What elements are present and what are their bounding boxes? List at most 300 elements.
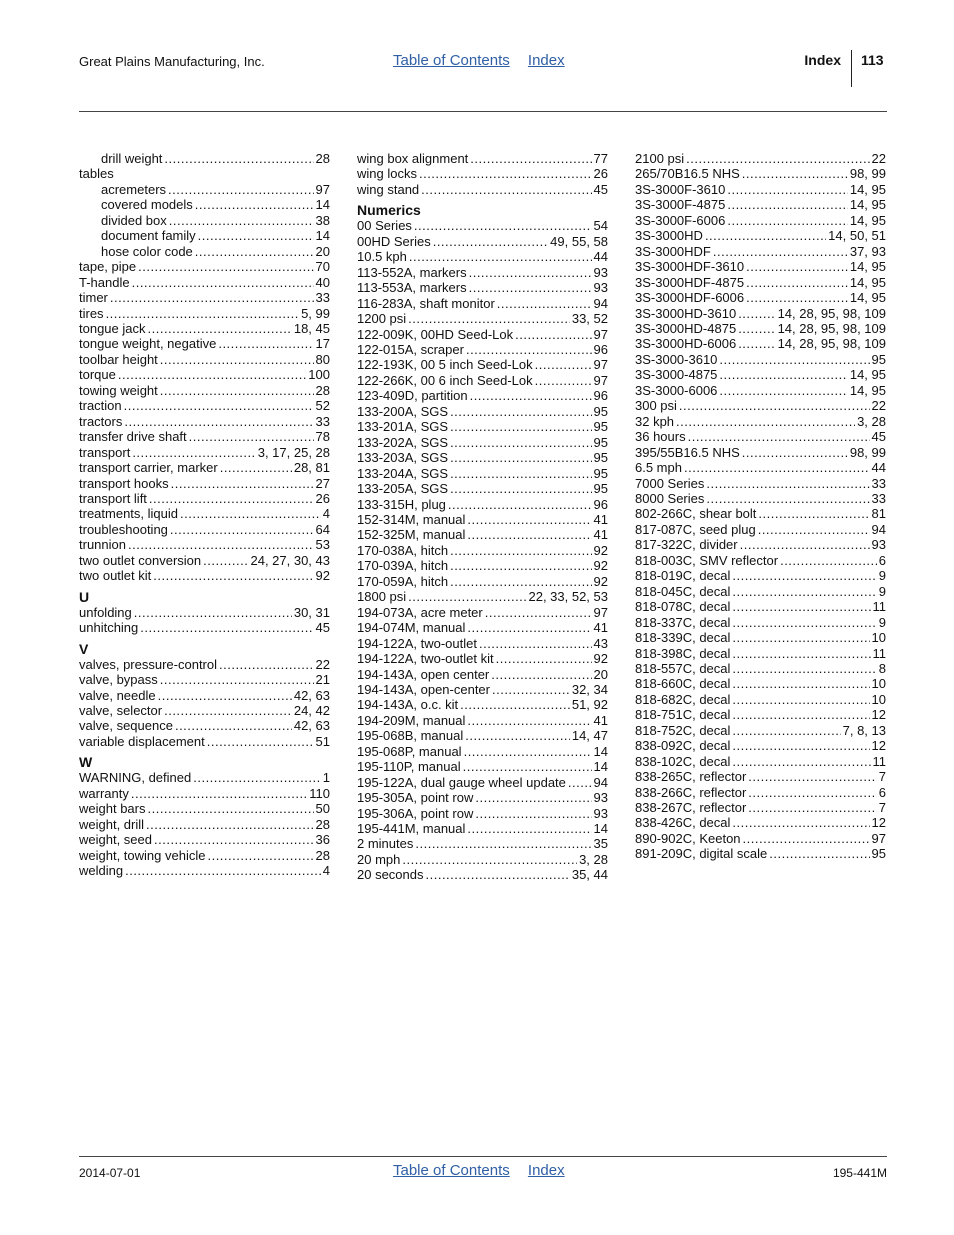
dot-leader [469, 280, 592, 295]
index-term: 838-426C, decal [635, 815, 731, 831]
index-term: tables [79, 166, 114, 182]
page-refs[interactable]: 42, 63 [293, 718, 330, 734]
index-entry [357, 512, 608, 527]
index-term: 00 Series [357, 218, 412, 234]
index-entry [357, 373, 608, 388]
index-entry [79, 688, 330, 703]
index-term: toolbar height [79, 351, 158, 367]
index-term: 00HD Series [357, 233, 431, 249]
page-refs[interactable]: 14 [593, 759, 608, 775]
page-refs[interactable]: 52 [315, 398, 330, 414]
dot-leader [732, 599, 870, 614]
dot-leader [153, 568, 313, 583]
dot-leader [727, 213, 848, 228]
page-refs[interactable]: 6 [878, 552, 886, 568]
page-refs[interactable]: 32, 34 [571, 681, 608, 697]
page-refs[interactable]: 33 [315, 413, 330, 429]
dot-leader [746, 259, 848, 274]
index-term: 3S-3000F-3610 [635, 181, 726, 197]
dot-leader [195, 197, 314, 212]
page-refs[interactable]: 3, 28 [579, 851, 608, 867]
page-refs[interactable]: 28 [315, 847, 330, 863]
dot-leader [719, 367, 847, 382]
index-term: 195-110P, manual [357, 759, 461, 775]
page-refs[interactable]: 21 [315, 672, 330, 688]
index-term: 133-203A, SGS [357, 450, 449, 466]
index-entry [357, 327, 608, 342]
page-refs[interactable]: 14, 95 [849, 212, 886, 228]
index-entry [79, 817, 330, 832]
index-entry [79, 275, 330, 290]
page-refs[interactable]: 9 [878, 583, 886, 599]
dot-leader [535, 373, 592, 388]
page-refs[interactable]: 44 [871, 460, 886, 476]
dot-leader [463, 759, 592, 774]
index-term: 194-143A, open center [357, 666, 490, 682]
index-term: tractors [79, 413, 123, 429]
page-refs[interactable]: 41 [593, 511, 608, 527]
page-refs[interactable]: 95 [593, 419, 608, 435]
page-refs[interactable]: 8 [878, 660, 886, 676]
page-refs[interactable]: 6 [878, 784, 886, 800]
index-term: 838-102C, decal [635, 753, 731, 769]
dot-leader [118, 367, 306, 382]
index-entry [635, 831, 886, 846]
page-refs[interactable]: 92 [593, 651, 608, 667]
dot-leader [433, 234, 548, 249]
index-entry [79, 290, 330, 305]
page-refs[interactable]: 96 [593, 388, 608, 404]
index-term: 123-409D, partition [357, 388, 468, 404]
page-refs[interactable]: 38 [315, 212, 330, 228]
index-entry [357, 558, 608, 573]
dot-leader [198, 228, 314, 243]
table-of-contents-link[interactable]: Table of Contents [393, 52, 510, 69]
index-entry [79, 429, 330, 444]
page-refs[interactable]: 36 [315, 832, 330, 848]
page-refs[interactable]: 26 [315, 490, 330, 506]
page-refs[interactable]: 24, 27, 30, 43 [250, 552, 330, 568]
page-refs[interactable]: 33 [315, 290, 330, 306]
page-refs[interactable]: 28 [315, 816, 330, 832]
index-entry [357, 249, 608, 264]
index-entry [635, 615, 886, 630]
index-column-2 [357, 151, 608, 883]
page-refs[interactable]: 30, 31 [293, 604, 330, 620]
index-term: 122-015A, scraper [357, 341, 464, 357]
index-term: 194-122A, two-outlet [357, 635, 477, 651]
index-entry [357, 682, 608, 697]
dot-leader [467, 821, 591, 836]
index-entry [357, 481, 608, 496]
dot-leader [679, 398, 870, 413]
page-refs[interactable]: 5, 99 [301, 305, 330, 321]
page-refs[interactable]: 12 [871, 707, 886, 723]
page-refs[interactable]: 28, 81 [293, 460, 330, 476]
page-refs[interactable]: 14 [593, 743, 608, 759]
index-entry [79, 786, 330, 801]
index-term: 7000 Series [635, 475, 705, 491]
index-entry [357, 280, 608, 295]
page-refs[interactable]: 42, 63 [293, 687, 330, 703]
index-entry [357, 527, 608, 542]
index-entry [79, 620, 330, 635]
index-term: 195-441M, manual [357, 821, 466, 837]
dot-leader [189, 429, 314, 444]
index-link[interactable]: Index [527, 52, 565, 69]
index-entry [79, 259, 330, 274]
index-entry [635, 846, 886, 861]
index-term: 300 psi [635, 398, 677, 414]
page-refs[interactable]: 3, 17, 25, 28 [257, 444, 330, 460]
dot-leader [732, 615, 876, 630]
page-refs[interactable]: 7, 8, 13 [842, 722, 886, 738]
dot-leader [158, 688, 292, 703]
dot-leader [219, 657, 314, 672]
dot-leader [758, 522, 870, 537]
index-term: 1800 psi [357, 589, 407, 605]
index-entry [635, 800, 886, 815]
page-refs[interactable]: 14, 47 [571, 728, 608, 744]
page-refs[interactable]: 110 [309, 785, 330, 801]
page-refs[interactable]: 97 [593, 604, 608, 620]
index-entry [79, 703, 330, 718]
index-term: 395/55B16.5 NHS [635, 444, 740, 460]
page-refs[interactable]: 77 [593, 151, 608, 166]
dot-leader [740, 537, 870, 552]
page-refs[interactable]: 54 [593, 218, 608, 234]
index-term: 2 minutes [357, 836, 414, 852]
index-entry [635, 537, 886, 552]
page-refs[interactable]: 20 [315, 243, 330, 259]
index-term: 838-266C, reflector [635, 784, 747, 800]
index-entry [79, 336, 330, 351]
dot-leader [450, 450, 591, 465]
dot-leader [732, 584, 876, 599]
page-refs[interactable]: 14, 95 [849, 259, 886, 275]
dot-leader [467, 620, 591, 635]
index-entry [79, 863, 330, 878]
dot-leader [732, 646, 870, 661]
dot-leader [450, 419, 591, 434]
index-entry [357, 728, 608, 743]
page-refs[interactable]: 4 [322, 506, 330, 522]
dot-leader [470, 388, 592, 403]
page-refs[interactable]: 27 [315, 475, 330, 491]
page-refs[interactable]: 95 [871, 846, 886, 862]
page-refs[interactable]: 92 [593, 573, 608, 589]
page-refs[interactable]: 14, 95 [849, 382, 886, 398]
index-term: 818-660C, decal [635, 676, 731, 692]
index-term: 194-074M, manual [357, 620, 466, 636]
page-refs[interactable]: 33, 52 [571, 311, 608, 327]
dot-leader [160, 352, 314, 367]
page-refs[interactable]: 14, 95 [849, 197, 886, 213]
dot-leader [170, 522, 314, 537]
page-refs[interactable]: 33 [871, 475, 886, 491]
page-refs[interactable]: 22 [871, 398, 886, 414]
page-refs[interactable]: 41 [593, 527, 608, 543]
dot-leader [732, 568, 876, 583]
header-divider [851, 50, 852, 87]
dot-leader [195, 244, 314, 259]
page-refs[interactable]: 33 [871, 490, 886, 506]
page-refs[interactable]: 12 [871, 815, 886, 831]
page-refs[interactable]: 22 [315, 656, 330, 672]
page-refs[interactable]: 49, 55, 58 [550, 233, 608, 249]
page-refs[interactable]: 7 [878, 800, 886, 816]
page-refs[interactable]: 45 [593, 181, 608, 197]
index-entry [357, 218, 608, 233]
page-refs[interactable]: 50 [315, 801, 330, 817]
index-entry [635, 275, 886, 290]
page-refs[interactable]: 98, 99 [849, 166, 886, 182]
index-entry [357, 836, 608, 851]
index-term: trunnion [79, 537, 126, 553]
index-entry [635, 259, 886, 274]
index-term: valve, needle [79, 687, 156, 703]
index-entry [635, 445, 886, 460]
index-entry [357, 166, 608, 181]
index-entry [357, 775, 608, 790]
page-refs[interactable]: 14, 95 [849, 367, 886, 383]
page-refs[interactable]: 43 [593, 635, 608, 651]
page-refs[interactable]: 94 [593, 774, 608, 790]
dot-leader [146, 817, 314, 832]
page-refs[interactable]: 28 [315, 382, 330, 398]
index-term: 2100 psi [635, 151, 685, 166]
index-entry [79, 506, 330, 521]
footer-nav [393, 1162, 579, 1179]
dot-leader [110, 290, 314, 305]
page-refs[interactable]: 95 [593, 465, 608, 481]
index-term: 818-339C, decal [635, 630, 731, 646]
page-refs[interactable]: 97 [593, 326, 608, 342]
company-name: Great Plains Manufacturing, Inc. [79, 54, 265, 69]
index-term: 818-398C, decal [635, 645, 731, 661]
page-refs[interactable]: 97 [315, 181, 330, 197]
dot-leader [469, 265, 592, 280]
page-refs[interactable]: 17 [315, 336, 330, 352]
page-refs[interactable]: 14 [593, 821, 608, 837]
page-refs[interactable]: 93 [593, 805, 608, 821]
index-term: 818-682C, decal [635, 691, 731, 707]
page-refs[interactable]: 96 [593, 496, 608, 512]
index-subentry [79, 213, 330, 228]
page-refs[interactable]: 4 [322, 863, 330, 879]
page-refs[interactable]: 14, 50, 51 [828, 228, 886, 244]
page-refs[interactable]: 94 [593, 295, 608, 311]
page-refs[interactable]: 93 [593, 280, 608, 296]
page-refs[interactable]: 81 [871, 506, 886, 522]
page-header [0, 52, 954, 92]
page-refs[interactable]: 78 [315, 429, 330, 445]
page-refs[interactable]: 35 [593, 836, 608, 852]
page-refs[interactable]: 92 [315, 568, 330, 584]
index-term: 170-038A, hitch [357, 542, 449, 558]
page-refs[interactable]: 10 [871, 630, 886, 646]
page-refs[interactable]: 9 [878, 568, 886, 584]
page-refs[interactable]: 51 [315, 733, 330, 749]
page-refs[interactable]: 93 [593, 790, 608, 806]
dot-leader [450, 574, 591, 589]
index-term: 818-337C, decal [635, 614, 731, 630]
page-refs[interactable]: 94 [871, 521, 886, 537]
page-refs[interactable]: 45 [871, 429, 886, 445]
index-term: 818-752C, decal [635, 722, 731, 738]
dot-leader [713, 244, 848, 259]
index-entry [635, 785, 886, 800]
index-entry [357, 466, 608, 481]
index-entry [635, 306, 886, 321]
page-refs[interactable]: 93 [871, 537, 886, 553]
dot-leader [475, 790, 591, 805]
page-refs[interactable]: 51, 92 [571, 697, 608, 713]
page-refs[interactable]: 14, 28, 95, 98, 109 [777, 305, 886, 321]
dot-leader [147, 801, 313, 816]
index-term: 194-122A, two-outlet kit [357, 651, 494, 667]
page-refs[interactable]: 9 [878, 614, 886, 630]
index-entry [79, 832, 330, 847]
page-refs[interactable]: 53 [315, 537, 330, 553]
page-refs[interactable]: 14, 28, 95, 98, 109 [777, 320, 886, 336]
dot-leader [169, 213, 314, 228]
index-term: transport [79, 444, 131, 460]
page-refs[interactable]: 14, 95 [849, 274, 886, 290]
index-entry [357, 574, 608, 589]
page-refs[interactable]: 3, 28 [857, 413, 886, 429]
page-refs[interactable]: 14 [315, 228, 330, 244]
index-term: 8000 Series [635, 490, 705, 506]
index-term: 817-087C, seed plug [635, 521, 756, 537]
page-refs[interactable]: 10 [871, 676, 886, 692]
page-refs[interactable]: 22, 33, 52, 53 [528, 589, 608, 605]
page-refs[interactable]: 41 [593, 620, 608, 636]
index-column-1 [79, 151, 330, 878]
index-entry [79, 445, 330, 460]
index-entry [635, 707, 886, 722]
index-entry [357, 713, 608, 728]
page-refs[interactable]: 14, 28, 95, 98, 109 [777, 336, 886, 352]
page-refs[interactable]: 44 [593, 249, 608, 265]
page-refs[interactable]: 97 [871, 830, 886, 846]
page-refs[interactable]: 37, 93 [849, 243, 886, 259]
page-refs[interactable]: 93 [593, 264, 608, 280]
index-term: 802-266C, shear bolt [635, 506, 757, 522]
page-refs[interactable]: 64 [315, 521, 330, 537]
page-refs[interactable]: 95 [593, 450, 608, 466]
page-refs[interactable]: 28 [315, 151, 330, 166]
page-refs[interactable]: 97 [593, 372, 608, 388]
page-refs[interactable]: 97 [593, 357, 608, 373]
dot-leader [138, 259, 313, 274]
index-term: 265/70B16.5 NHS [635, 166, 740, 182]
page-refs[interactable]: 41 [593, 712, 608, 728]
index-term: 818-751C, decal [635, 707, 731, 723]
page-refs[interactable]: 45 [315, 620, 330, 636]
index-term: 3S-3000-3610 [635, 351, 718, 367]
index-term: transport lift [79, 490, 147, 506]
index-subentry [79, 228, 330, 243]
index-term: 818-045C, decal [635, 583, 731, 599]
index-entry [357, 620, 608, 635]
index-term: 36 hours [635, 429, 686, 445]
index-term: 3S-3000-4875 [635, 367, 718, 383]
page-refs[interactable]: 1 [322, 770, 330, 786]
page-refs[interactable]: 22 [871, 151, 886, 166]
page-refs[interactable]: 12 [871, 738, 886, 754]
index-term: variable displacement [79, 733, 205, 749]
dot-leader [409, 249, 592, 264]
page-refs[interactable]: 24, 42 [293, 702, 330, 718]
index-entry [635, 321, 886, 336]
index-term: 122-193K, 00 5 inch Seed-Lok [357, 357, 533, 373]
footer-table-of-contents-link[interactable]: Table of Contents [393, 1162, 510, 1179]
index-term: 133-205A, SGS [357, 481, 449, 497]
dot-leader [466, 342, 592, 357]
page-refs[interactable]: 14, 95 [849, 290, 886, 306]
index-term: 152-314M, manual [357, 511, 466, 527]
page-refs[interactable]: 11 [872, 599, 886, 615]
page-refs[interactable]: 70 [315, 259, 330, 275]
page-refs[interactable]: 11 [872, 753, 886, 769]
dot-leader [140, 620, 313, 635]
page-refs[interactable]: 7 [878, 769, 886, 785]
dot-leader [496, 651, 592, 666]
dot-leader [727, 197, 848, 212]
dot-leader [497, 296, 592, 311]
page-refs[interactable]: 95 [593, 403, 608, 419]
page-refs[interactable]: 40 [315, 274, 330, 290]
dot-leader [732, 707, 869, 722]
index-entry [79, 553, 330, 568]
page-refs[interactable]: 92 [593, 558, 608, 574]
page-refs[interactable]: 10 [871, 691, 886, 707]
page-refs[interactable]: 92 [593, 542, 608, 558]
index-term: 818-019C, decal [635, 568, 731, 584]
index-entry [635, 228, 886, 243]
page-refs[interactable]: 98, 99 [849, 444, 886, 460]
index-term: covered models [101, 197, 193, 213]
page-refs[interactable]: 35, 44 [571, 867, 608, 883]
index-entry [357, 651, 608, 666]
index-subentry [79, 151, 330, 166]
page-refs[interactable]: 14, 95 [849, 181, 886, 197]
index-entry [357, 790, 608, 805]
page-refs[interactable]: 95 [593, 434, 608, 450]
page-refs[interactable]: 96 [593, 341, 608, 357]
index-entry [635, 491, 886, 506]
page-refs[interactable]: 95 [871, 351, 886, 367]
dot-leader [758, 506, 869, 521]
index-term: 818-557C, decal [635, 660, 731, 676]
index-term: 3S-3000HDF-4875 [635, 274, 745, 290]
page-refs[interactable]: 20 [593, 666, 608, 682]
dot-leader [748, 800, 876, 815]
page-refs[interactable]: 14 [315, 197, 330, 213]
page-refs[interactable]: 95 [593, 481, 608, 497]
dot-leader [535, 357, 592, 372]
index-term: 3S-3000HD [635, 228, 703, 244]
index-entry [635, 182, 886, 197]
page-refs[interactable]: 11 [872, 645, 886, 661]
page-refs[interactable]: 100 [308, 367, 330, 383]
index-entry [79, 522, 330, 537]
page-refs[interactable]: 26 [593, 166, 608, 182]
page-refs[interactable]: 18, 45 [293, 320, 330, 336]
footer-index-link[interactable]: Index [527, 1162, 565, 1179]
page-refs[interactable]: 80 [315, 351, 330, 367]
